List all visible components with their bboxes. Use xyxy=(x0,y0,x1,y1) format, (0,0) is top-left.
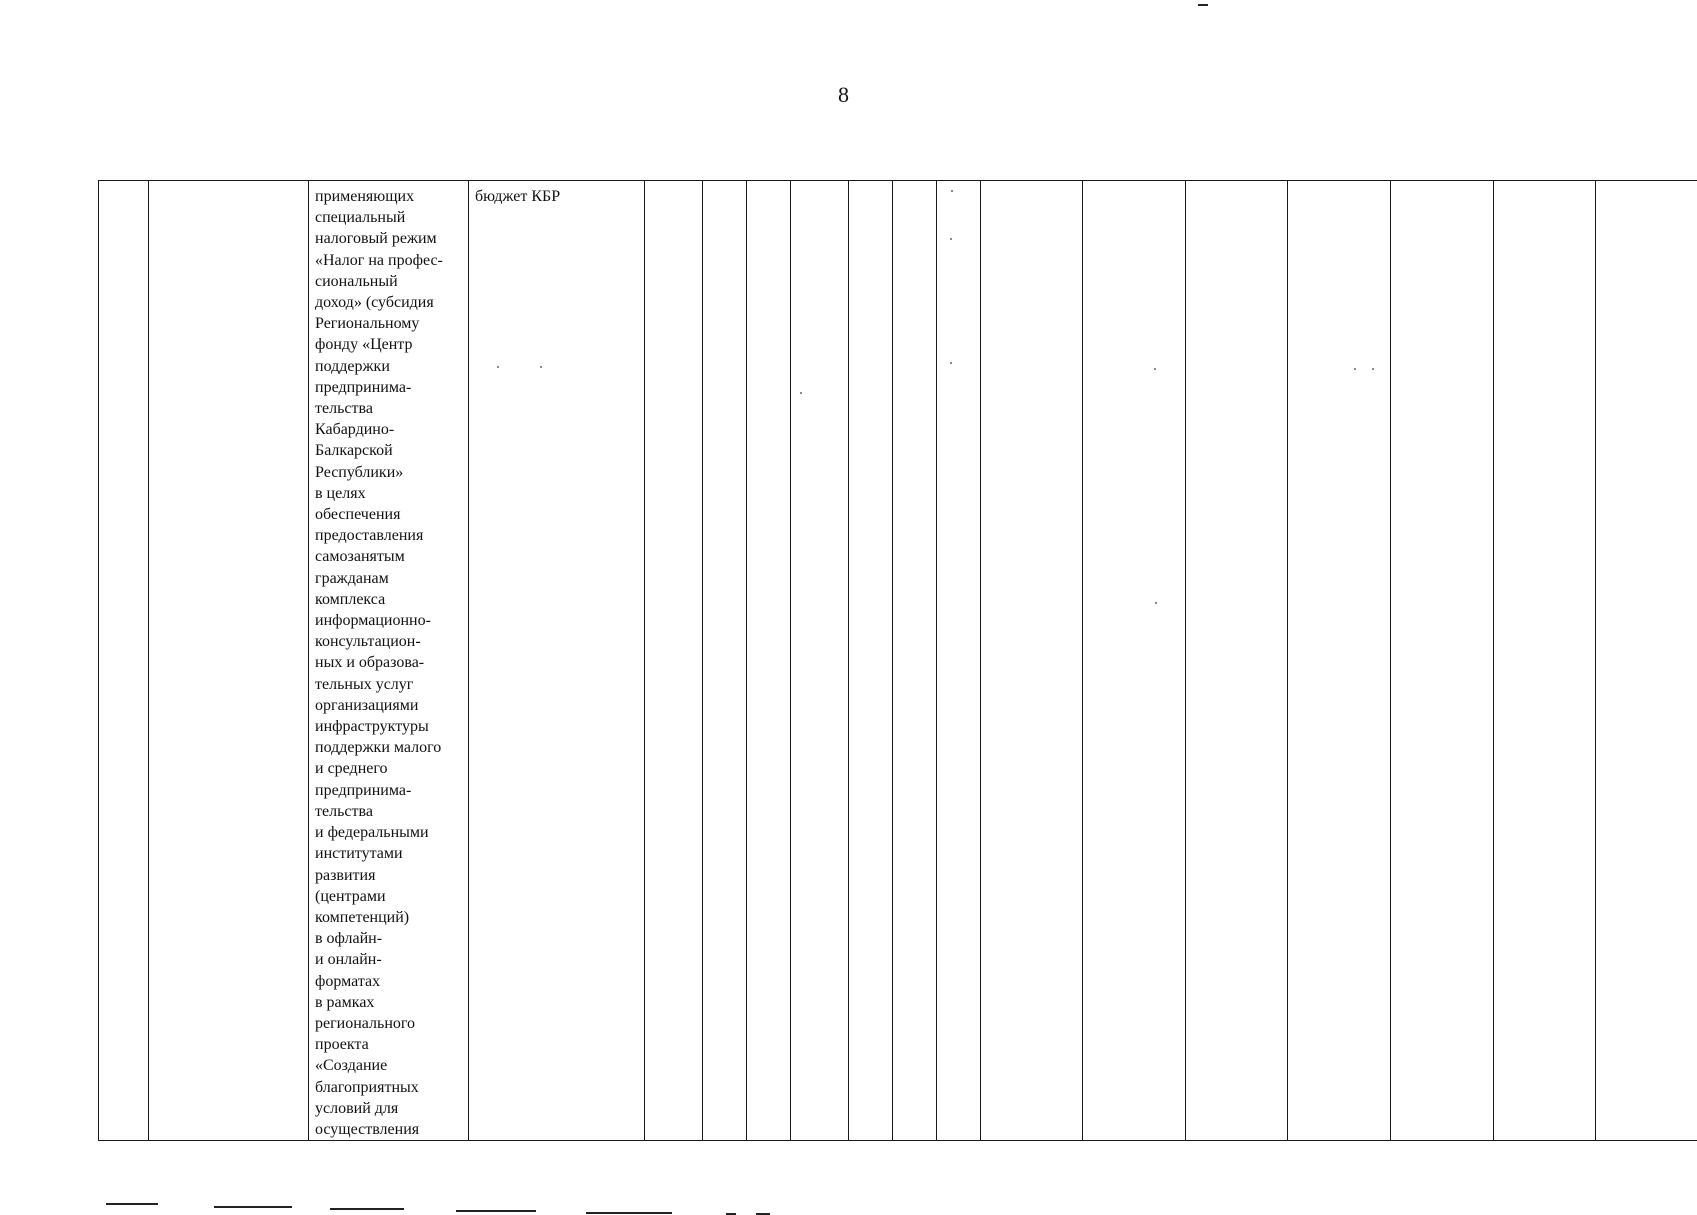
description-line: (центрами xyxy=(315,886,464,907)
cell-value xyxy=(645,181,703,1141)
description-line: специальный xyxy=(315,207,464,228)
funding-source-text: бюджет КБР xyxy=(469,181,644,207)
description-line: проекта xyxy=(315,1034,464,1055)
cell-value xyxy=(937,181,981,1141)
description-line: тельства xyxy=(315,398,464,419)
description-line: тельных услуг xyxy=(315,674,464,695)
scan-dash xyxy=(214,1206,292,1208)
description-line: фонду «Центр xyxy=(315,334,464,355)
description-line: Региональному xyxy=(315,313,464,334)
scan-dash xyxy=(456,1210,536,1212)
table-row xyxy=(99,181,1697,1141)
cell-value xyxy=(893,181,937,1141)
description-line: комплекса xyxy=(315,589,464,610)
cell-value xyxy=(1494,181,1596,1141)
cell-value xyxy=(1083,181,1186,1141)
cell-number xyxy=(99,181,149,1141)
scan-speck xyxy=(950,238,952,240)
scan-speck xyxy=(1155,602,1157,604)
description-line: ных и образова- xyxy=(315,652,464,673)
description-line: обеспечения xyxy=(315,504,464,525)
description-line: инфраструктуры xyxy=(315,716,464,737)
description-line: благоприятных xyxy=(315,1077,464,1098)
cell-program xyxy=(149,181,309,1141)
description-line: поддержки малого xyxy=(315,737,464,758)
cell-value xyxy=(981,181,1083,1141)
description-line: Балкарской xyxy=(315,440,464,461)
scan-dash xyxy=(586,1212,672,1214)
scan-speck xyxy=(951,190,953,192)
description-line: тельства xyxy=(315,801,464,822)
description-line: предпринима- xyxy=(315,377,464,398)
scan-dash xyxy=(106,1203,158,1205)
description-line: предпринима- xyxy=(315,780,464,801)
cell-value xyxy=(1288,181,1391,1141)
scan-speck xyxy=(497,366,499,368)
description-line: сиональный xyxy=(315,271,464,292)
description-line: доход» (субсидия xyxy=(315,292,464,313)
description-line: «Налог на профес- xyxy=(315,250,464,271)
scan-speck xyxy=(540,366,542,368)
description-line: институтами xyxy=(315,843,464,864)
description-line: Кабардино- xyxy=(315,419,464,440)
budget-table xyxy=(98,180,1697,1141)
cell-value xyxy=(1391,181,1494,1141)
description-line: развития xyxy=(315,865,464,886)
cell-description xyxy=(309,181,469,1141)
description-line: в рамках xyxy=(315,992,464,1013)
scan-speck xyxy=(800,392,802,394)
description-line: налоговый режим xyxy=(315,228,464,249)
cell-funding-source xyxy=(469,181,645,1141)
description-line: консультацион- xyxy=(315,631,464,652)
scan-dash xyxy=(330,1208,404,1210)
cell-value xyxy=(1186,181,1288,1141)
description-line: компетенций) xyxy=(315,907,464,928)
description-line: и федеральными xyxy=(315,822,464,843)
description-line: информационно- xyxy=(315,610,464,631)
description-line: форматах xyxy=(315,971,464,992)
cell-value xyxy=(1596,181,1697,1141)
cell-value xyxy=(849,181,893,1141)
description-line: Республики» xyxy=(315,462,464,483)
cell-value xyxy=(791,181,849,1141)
cell-value xyxy=(747,181,791,1141)
scan-speck xyxy=(1354,368,1356,370)
description-line: и среднего xyxy=(315,758,464,779)
scan-speck xyxy=(950,362,952,364)
scan-speck xyxy=(1372,368,1374,370)
description-line: условий для xyxy=(315,1098,464,1119)
description-line: самозанятым xyxy=(315,546,464,567)
description-line: осуществления xyxy=(315,1119,464,1140)
description-line: применяющих xyxy=(315,186,464,207)
description-text xyxy=(309,181,468,1140)
description-line: в целях xyxy=(315,483,464,504)
description-line: гражданам xyxy=(315,568,464,589)
description-line: и онлайн- xyxy=(315,949,464,970)
description-line: «Создание xyxy=(315,1055,464,1076)
description-line: в офлайн- xyxy=(315,928,464,949)
scan-mark xyxy=(1198,4,1208,6)
page-number: 8 xyxy=(838,84,849,106)
description-line: регионального xyxy=(315,1013,464,1034)
description-line: поддержки xyxy=(315,356,464,377)
scan-speck xyxy=(1154,368,1156,370)
description-line: организациями xyxy=(315,695,464,716)
cell-value xyxy=(703,181,747,1141)
description-line: предоставления xyxy=(315,525,464,546)
